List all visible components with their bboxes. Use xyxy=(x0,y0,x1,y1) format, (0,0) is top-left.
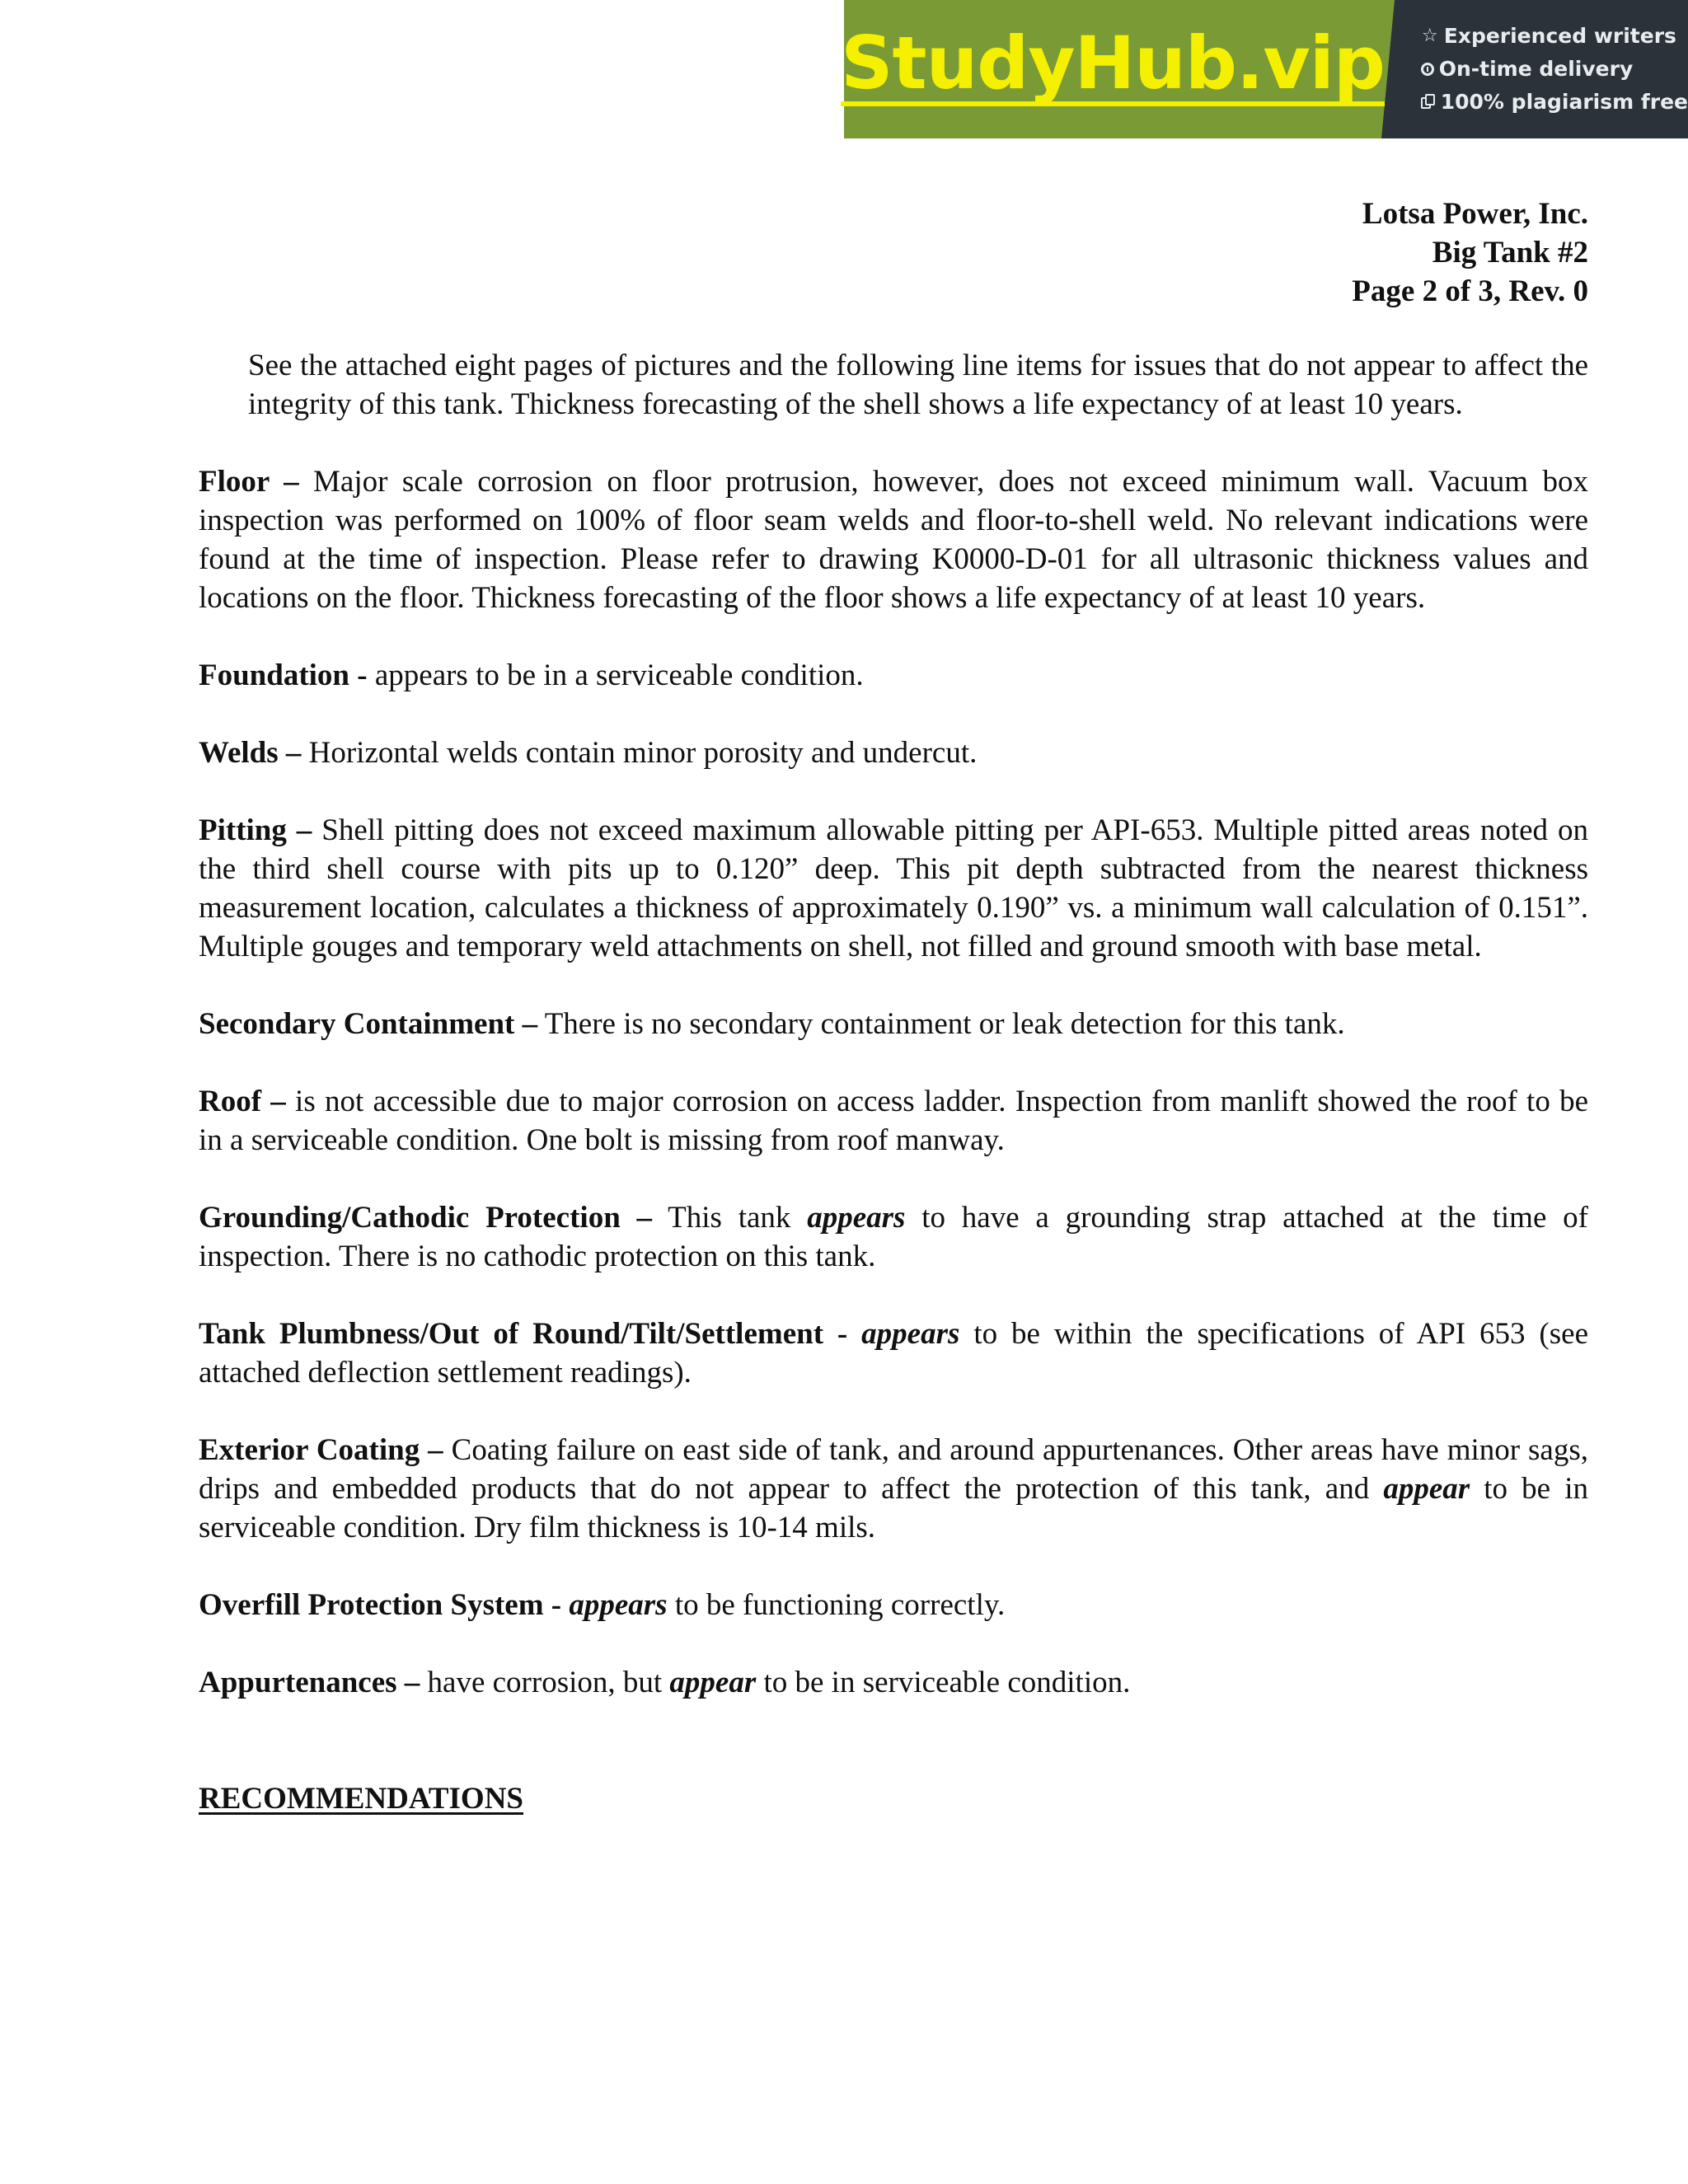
feature-plagiarism-free xyxy=(1421,90,1688,115)
item-label: Exterior Coating – xyxy=(199,1433,443,1467)
item-tank-plumbness xyxy=(199,1315,1588,1392)
item-label: Tank Plumbness/Out of Round/Tilt/Settlement - xyxy=(199,1317,848,1351)
feature-label: On-time delivery xyxy=(1438,57,1634,81)
item-appurtenances xyxy=(199,1663,1588,1702)
document-body xyxy=(199,346,1588,1818)
item-label: Overfill Protection System - xyxy=(199,1588,562,1622)
item-floor xyxy=(199,462,1588,617)
item-text: is not accessible due to major corrosion on access ladder. Inspection from manlift showed the roof to be in a serviceable condition. One bolt is missing from roof manway. xyxy=(199,1085,1588,1157)
item-label: Floor – xyxy=(199,465,299,499)
item-emphasis: appears xyxy=(569,1588,668,1622)
item-exterior-coating xyxy=(199,1431,1588,1547)
item-text: to be within the specifications of API 653 (see attached deflection settlement readings). xyxy=(199,1317,1588,1390)
feature-experienced-writers xyxy=(1421,24,1688,49)
item-label: Welds – xyxy=(199,736,302,770)
item-foundation xyxy=(199,656,1588,695)
item-label: Grounding/Cathodic Protection – xyxy=(199,1201,653,1235)
banner-logo[interactable] xyxy=(841,0,1385,138)
page-number: Page 2 of 3, Rev. 0 xyxy=(1352,274,1588,308)
item-pitting xyxy=(199,811,1588,966)
item-text: Coating failure on east side of tank, and around appurtenances. Other areas have minor sags, drips and embedded products that do not appear to affect the protection of this tank, and xyxy=(199,1433,1589,1506)
item-emphasis: appears xyxy=(861,1317,960,1351)
item-text: appears to be in a serviceable condition. xyxy=(367,658,864,692)
item-secondary-containment xyxy=(199,1005,1588,1043)
item-text: have corrosion, but xyxy=(420,1666,670,1699)
tank-name: Big Tank #2 xyxy=(1432,236,1588,269)
item-label: Appurtenances – xyxy=(199,1666,420,1699)
banner-features xyxy=(1395,0,1688,138)
item-label: Roof – xyxy=(199,1085,286,1118)
studyhub-banner[interactable] xyxy=(841,0,1688,138)
item-emphasis: appear xyxy=(1383,1472,1470,1506)
item-text: Horizontal welds contain minor porosity and undercut. xyxy=(301,736,978,770)
item-text: to have a grounding strap attached at the time of inspection. There is no cathodic protection on this tank. xyxy=(199,1201,1588,1273)
item-text: Major scale corrosion on floor protrusion, however, does not exceed minimum wall. Vacuum box inspection was performed on 100% of floor seam welds and floor-to-shell weld. No relevant indications were found at the time of inspection. Please refer to drawing K0000-D-01 for all ultrasonic thickness values and locations on the floor. Thickness forecasting of the floor shows a life expectancy of at least 10 years. xyxy=(199,465,1588,615)
item-label: Pitting – xyxy=(199,813,312,847)
item-emphasis: appears xyxy=(807,1201,906,1235)
star-icon: ☆ xyxy=(1421,25,1438,46)
document-header xyxy=(1352,194,1588,311)
item-text: to be functioning correctly. xyxy=(667,1588,1006,1622)
copy-icon xyxy=(1421,94,1436,110)
item-text: to be in serviceable condition. Dry film thickness is 10-14 mils. xyxy=(199,1472,1588,1544)
item-label: Secondary Containment – xyxy=(199,1007,538,1041)
item-emphasis: appear xyxy=(669,1666,757,1699)
feature-on-time-delivery xyxy=(1421,57,1688,82)
item-welds xyxy=(199,733,1588,772)
recommendations-heading: RECOMMENDATIONS xyxy=(199,1782,523,1816)
feature-label: Experienced writers xyxy=(1443,24,1676,48)
item-text: There is no secondary containment or leak detection for this tank. xyxy=(537,1007,1345,1041)
company-name: Lotsa Power, Inc. xyxy=(1362,197,1588,231)
item-roof xyxy=(199,1082,1588,1160)
clock-icon xyxy=(1421,63,1434,76)
feature-label: 100% plagiarism free xyxy=(1440,90,1688,114)
item-label: Foundation - xyxy=(199,658,368,692)
item-text: This tank xyxy=(652,1201,808,1235)
item-text: Shell pitting does not exceed maximum allowable pitting per API-653. Multiple pitted areas noted on the third shell course with pits up to 0.120” deep. This pit depth subtracted from the nearest thickness measurement location, calculates a thickness of approximately 0.190” vs. a minimum wall calculation of 0.151”. Multiple gouges and temporary weld attachments on shell, not filled and ground smooth with base metal. xyxy=(199,813,1588,963)
intro-paragraph: See the attached eight pages of pictures and the following line items for issues that do not appear to affect the integrity of this tank. Thickness forecasting of the shell shows a life expectancy of at least 10 years. xyxy=(248,349,1588,421)
item-grounding xyxy=(199,1198,1588,1276)
item-overfill-protection xyxy=(199,1586,1588,1624)
item-text: to be in serviceable condition. xyxy=(756,1666,1131,1699)
logo-text: StudyHub.vip xyxy=(841,21,1385,105)
